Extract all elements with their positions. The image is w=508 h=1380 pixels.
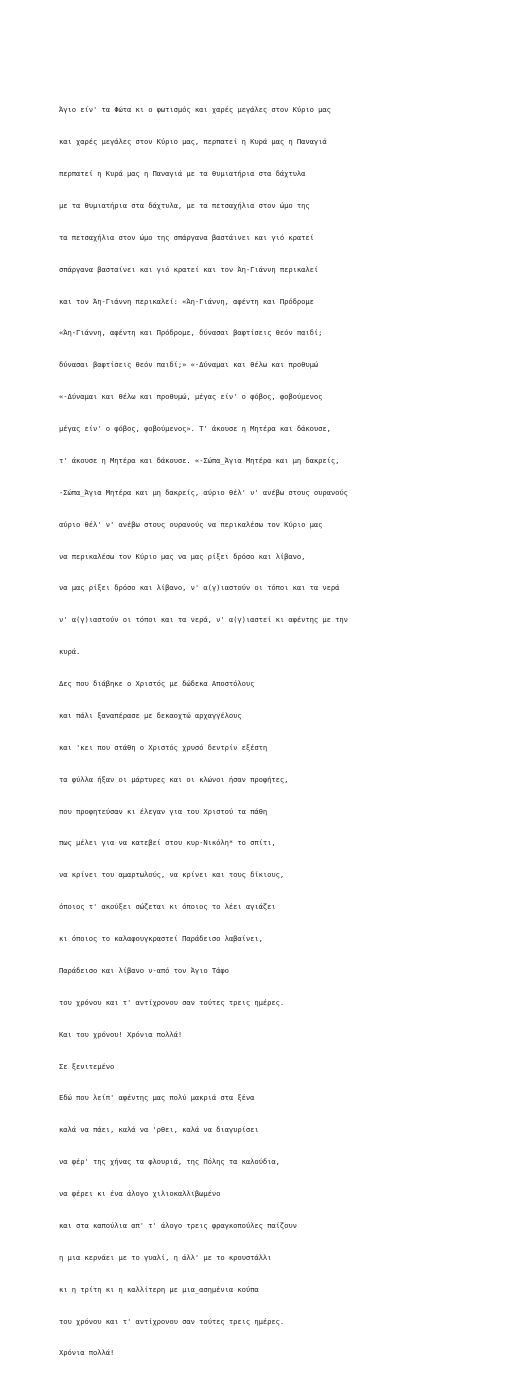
text-line: και στα καπούλια απ' τ' άλογο τρεις φραγκοπούλες παίζουν xyxy=(59,1220,297,1230)
text-line: σπάργανα βασταίνει και γιό κρατεί και τον Άη-Γιάννη περικαλεί xyxy=(59,264,319,274)
text-line: Άγιο είν' τα Φώτα κι ο φωτισμός και χαρές μεγάλες στον Κύριο μας xyxy=(59,105,331,115)
text-line: με τα θυμιατήρια στα δάχτυλα, με τα πετσαχήλια στον ώμο της xyxy=(59,200,310,210)
text-line: και χαρές μεγάλες στον Κύριο μας, περπατεί η Κυρά μας η Παναγιά xyxy=(59,137,327,147)
text-line: Δες που διάβηκε ο Χριστός με δώδεκα Αποστόλους xyxy=(59,679,255,688)
text-line: να μας ρίξει δρόσο και λίβανο, ν' α(γ)ιαστούν οι τόποι και τα νερά xyxy=(59,583,340,593)
text-line: Χρόνια πολλά! xyxy=(59,1348,115,1358)
text-line: μέγας είν' ο φόβος, φοβούμενος». Τ' άκουσε η Μητέρα και δάκουσε, xyxy=(59,424,331,433)
text-line: η μια κερνάει με το γυαλί, η άλλ' με το κρουστάλλι xyxy=(59,1252,272,1262)
text-line: τα φύλλα ήξαν οι μάρτυρες και οι κλώνοι ήσαν προφήτες, xyxy=(59,774,289,784)
text-line: όποιος τ' ακούξει σώζεται κι όποιος το λέει αγιάζει xyxy=(59,902,276,912)
text-line: να περικαλέσω τον Κύριο μας να μας ρίξει δρόσο και λίβανο, xyxy=(59,551,306,561)
text-line: να κρίνει του αμαρτωλούς, να κρίνει και τους δίκιους, xyxy=(59,870,285,880)
text-line: αύριο θέλ' ν' ανέβω στους ουρανούς να περικαλέσω τον Κύριο μας xyxy=(59,519,323,529)
text-line: περπατεί η Κυρά μας η Παναγιά με τα θυμιατήρια στα δάχτυλα xyxy=(59,169,306,178)
text-line: «Άη-Γιάννη, αφέντη και Πρόδρομε, δύνασαι βαφτίσεις θεόν παιδί; xyxy=(59,328,323,338)
text-line: να φέρ' της χήνας τα φλουριά, της Πόλης τα καλούδια, xyxy=(59,1157,280,1167)
text-line: να φέρει κι ένα άλογο χιλιοκαλλιβωμένο xyxy=(59,1189,221,1198)
text-line: του χρόνου και τ' αντίχρονου σαν τούτες τρεις ημέρες. xyxy=(59,1316,285,1326)
text-line: -Σώπα_Άγια Μητέρα και μη δακρείς, αύριο θέλ' ν' ανέβω στους ουρανούς xyxy=(59,487,348,497)
text-line: και 'κει που στάθη ο Χριστός χρυσό δεντρίν εξέστη xyxy=(59,742,268,752)
text-line: καλά να πάει, καλά να 'ρθει, καλά να διαγυρίσει xyxy=(59,1125,259,1135)
text-line: Σε ξενιτεμένο xyxy=(59,1061,115,1071)
text-line: κι η τρίτη κι η καλλίτερη με μια_ασημένια κούπα xyxy=(59,1284,259,1294)
text-line: Και του χρόνου! Χρόνια πολλά! xyxy=(59,1029,183,1039)
carol-text-block xyxy=(59,84,469,1380)
text-line: του χρόνου και τ' αντίχρονου σαν τούτες τρεις ημέρες. xyxy=(59,997,285,1007)
text-line: κι όποιος το καλαφουγκραστεί Παράδεισο λαβαίνει, xyxy=(59,934,263,943)
text-line: πως μέλει για να κατεβεί στου κυρ-Νικόλη* το σπίτι, xyxy=(59,838,276,848)
text-line: και πάλι ξαναπέρασε με δεκαοχτώ αρχαγγέλους xyxy=(59,710,242,720)
text-line: «-Δύναμαι και θέλω και προθυμώ, μέγας είν' ο φόβος, φοβούμενος xyxy=(59,392,323,402)
text-line: δύνασαι βαφτίσεις θεόν παιδί;» «-Δύναμαι και θέλω και προθυμώ xyxy=(59,360,319,370)
text-line: Παράδεισο και λίβανο ν-από τον Άγιο Τάφο xyxy=(59,965,229,975)
text-line: ν' α(γ)ιαστούν οι τόποι και τα νερά, ν' α(γ)ιαστεί κι αφέντης με την xyxy=(59,615,348,625)
text-line: κυρά. xyxy=(59,647,81,657)
text-line: τα πετσαχήλια στον ώμο της σπάργανα βαστάινει και γιό κρατεί xyxy=(59,232,314,242)
text-line: τ' άκουσε η Μητέρα και δάκουσε. «-Σώπα_Άγια Μητέρα και μη δακρείς, xyxy=(59,455,340,465)
text-line: που προφητεύσαν κι έλεγαν για του Χριστού τα πάθη xyxy=(59,806,268,816)
text-line: Εδώ που λείπ' αφέντης μας πολύ μακριά στα ξένα xyxy=(59,1093,255,1103)
text-line: και τον Άη-Γιάννη περικαλεί: «Άη-Γιάννη, αφέντη και Πρόδρομε xyxy=(59,296,314,306)
